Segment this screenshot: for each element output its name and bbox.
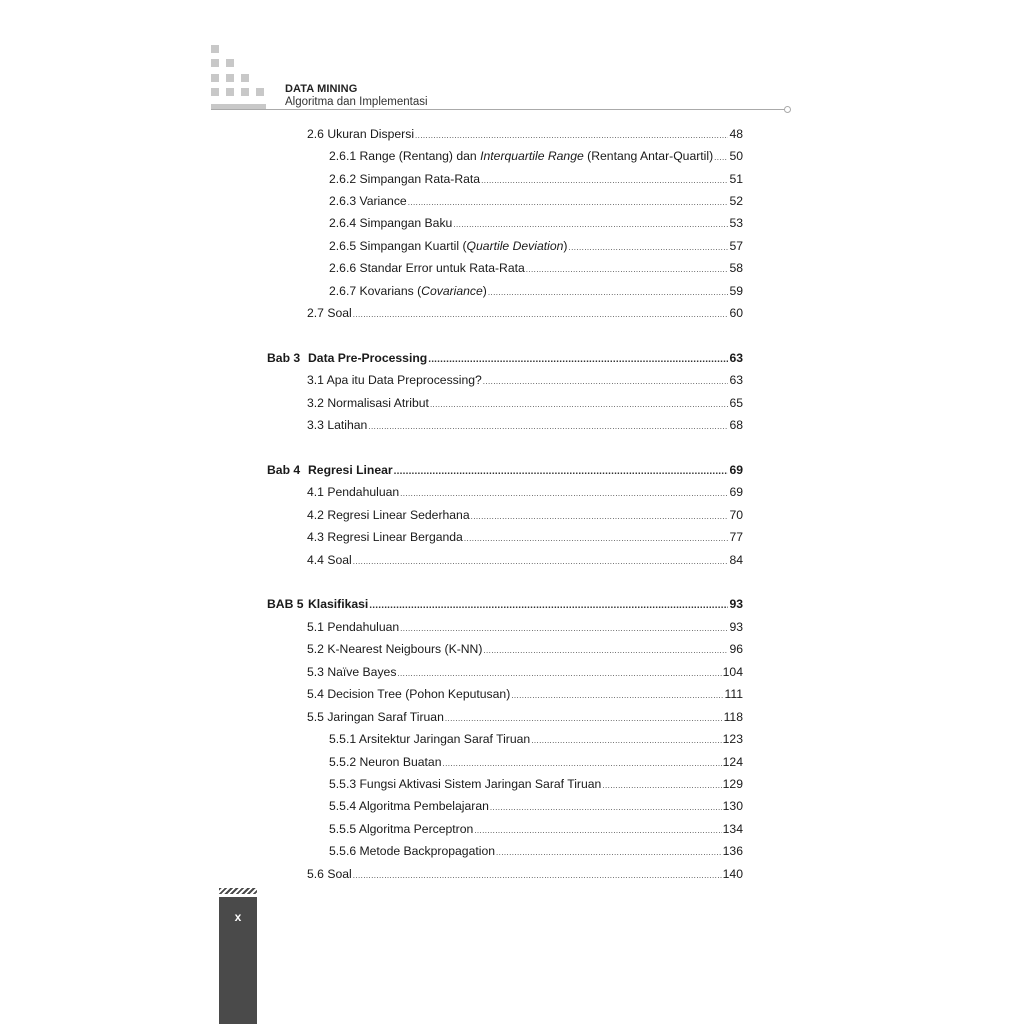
dot-leader (453, 218, 728, 232)
toc-entry-title: 2.7 Soal (307, 306, 352, 320)
dot-leader (445, 712, 723, 726)
toc-entry-row[interactable] (307, 642, 743, 657)
toc-page-number: 129 (722, 777, 743, 791)
toc-entry-title: 5.6 Soal (307, 867, 352, 881)
toc-entry-title: 3.2 Normalisasi Atribut (307, 396, 429, 410)
toc-page-number: 77 (729, 530, 743, 544)
toc-entry-row[interactable] (329, 149, 743, 164)
toc-page-number: 51 (729, 172, 743, 186)
chapter-number: Bab 4 (267, 463, 301, 477)
toc-entry-row[interactable] (307, 418, 743, 433)
toc-page-number: 59 (729, 284, 743, 298)
toc-page-number: 53 (729, 216, 743, 230)
toc-page-number: 136 (722, 844, 743, 858)
dot-leader (526, 263, 729, 277)
toc-page-number: 50 (729, 149, 743, 163)
dot-leader (602, 779, 721, 793)
dot-leader (442, 757, 721, 771)
dot-leader (474, 824, 721, 838)
dot-leader (397, 667, 721, 681)
toc-entry-title: 5.4 Decision Tree (Pohon Keputusan) (307, 687, 511, 701)
toc-entry-title (329, 284, 487, 298)
toc-page-number: 69 (729, 485, 743, 499)
dot-leader (353, 308, 729, 322)
toc-page-number: 124 (722, 755, 743, 769)
toc-entry-title: 5.5.3 Fungsi Aktivasi Sistem Jaringan Saraf Tiruan (329, 777, 602, 791)
toc-title-part: 2.6.1 Range (Rentang) dan (329, 149, 481, 163)
toc-title-part: Quartile Deviation (466, 239, 564, 253)
toc-page-number: 111 (724, 687, 743, 701)
chapter-title: Data Pre-Processing (308, 351, 428, 365)
book-subtitle: Algoritma dan Implementasi (285, 96, 428, 108)
toc-page-number: 65 (729, 396, 743, 410)
chapter-number: BAB 5 (267, 597, 304, 611)
toc-entry-title: 5.5.1 Arsitektur Jaringan Saraf Tiruan (329, 732, 531, 746)
toc-entry-row[interactable] (307, 553, 743, 568)
toc-page-number: 104 (722, 665, 743, 679)
toc-entry-row[interactable] (307, 485, 743, 500)
toc-chapter-row[interactable] (267, 351, 743, 366)
dot-leader (368, 420, 728, 434)
toc-entry-row[interactable] (307, 867, 743, 882)
toc-entry-row[interactable] (307, 508, 743, 523)
toc-title-part: Covariance (421, 284, 483, 298)
chapter-number: Bab 3 (267, 351, 301, 365)
page-tab-stripe (219, 888, 257, 894)
toc-page-number: 63 (729, 373, 743, 387)
dot-leader (408, 196, 729, 210)
toc-entry-title: 3.1 Apa itu Data Preprocessing? (307, 373, 482, 387)
toc-chapter-row[interactable] (267, 597, 743, 612)
toc-entry-title (267, 351, 427, 365)
dot-leader (400, 622, 728, 636)
chapter-title: Regresi Linear (308, 463, 393, 477)
toc-entry-row[interactable] (329, 194, 743, 209)
toc-entry-title: 3.3 Latihan (307, 418, 368, 432)
dot-leader (415, 129, 728, 143)
dot-leader (490, 801, 722, 815)
toc-entry-title: 2.6 Ukuran Dispersi (307, 127, 415, 141)
toc-page-number: 96 (729, 642, 743, 656)
book-title: DATA MINING (285, 83, 358, 95)
toc-entry-title: 2.6.4 Simpangan Baku (329, 216, 453, 230)
dot-leader (428, 353, 728, 367)
toc-page-number: 70 (729, 508, 743, 522)
toc-entry-row[interactable] (329, 755, 743, 770)
toc-page-number: 140 (722, 867, 743, 881)
toc-page-number: 57 (729, 239, 743, 253)
toc-entry-row[interactable] (307, 687, 743, 702)
dot-leader (471, 510, 729, 524)
toc-entry-row[interactable] (329, 216, 743, 231)
toc-entry-title: 5.5.4 Algoritma Pembelajaran (329, 799, 489, 813)
toc-entry-title: 5.2 K-Nearest Neigbours (K-NN) (307, 642, 483, 656)
toc-entry-row[interactable] (329, 172, 743, 187)
toc-entry-row[interactable] (329, 844, 743, 859)
toc-entry-title (267, 597, 368, 611)
toc-entry-title: 2.6.2 Simpangan Rata-Rata (329, 172, 481, 186)
toc-title-part: 2.6.7 Kovarians ( (329, 284, 422, 298)
dot-leader (496, 846, 722, 860)
toc-entry-title: 5.5.5 Algoritma Perceptron (329, 822, 474, 836)
toc-entry-title: 4.2 Regresi Linear Sederhana (307, 508, 470, 522)
dot-leader (353, 555, 729, 569)
dot-leader (464, 532, 729, 546)
toc-entry-title: 5.5 Jaringan Saraf Tiruan (307, 710, 444, 724)
dot-leader (714, 151, 728, 165)
toc-entry-row[interactable] (307, 620, 743, 635)
toc-entry-title: 4.1 Pendahuluan (307, 485, 400, 499)
toc-entry-title: 5.5.2 Neuron Buatan (329, 755, 442, 769)
toc-page-number: 123 (722, 732, 743, 746)
toc-entry-title: 4.4 Soal (307, 553, 352, 567)
toc-page-number: 58 (729, 261, 743, 275)
toc-page-number: 134 (722, 822, 743, 836)
toc-entry-title: 5.5.6 Metode Backpropagation (329, 844, 496, 858)
toc-entry-title: 5.3 Naïve Bayes (307, 665, 397, 679)
chapter-title: Klasifikasi (308, 597, 369, 611)
toc-entry-title (329, 149, 713, 163)
toc-page-number: 60 (729, 306, 743, 320)
toc-page-number: 118 (723, 710, 743, 724)
toc-chapter-row[interactable] (267, 463, 743, 478)
toc-page-number: 69 (729, 463, 743, 477)
dot-leader (400, 487, 728, 501)
page-number: x (234, 910, 242, 924)
toc-page-number: 52 (729, 194, 743, 208)
toc-entry-row[interactable] (307, 306, 743, 321)
toc-title-part: 2.6.5 Simpangan Kuartil ( (329, 239, 467, 253)
toc-entry-row[interactable] (329, 261, 743, 276)
dot-leader (531, 734, 721, 748)
toc-entry-row[interactable] (329, 732, 743, 747)
toc-entry-title: 5.1 Pendahuluan (307, 620, 400, 634)
toc-page-number: 84 (729, 553, 743, 567)
toc-entry-title: 4.3 Regresi Linear Berganda (307, 530, 463, 544)
dot-leader (488, 286, 729, 300)
toc-page-number: 93 (729, 620, 743, 634)
toc-entry-row[interactable] (307, 710, 743, 725)
toc-page-number: 93 (729, 597, 743, 611)
toc-title-part: ) (482, 284, 487, 298)
toc-entry-row[interactable] (329, 239, 743, 254)
toc-entry-row[interactable] (307, 530, 743, 545)
toc-page-number: 130 (722, 799, 743, 813)
toc-entry-title: 2.6.3 Variance (329, 194, 407, 208)
toc-entry-row[interactable] (329, 284, 743, 299)
dot-leader (483, 644, 728, 658)
dot-leader (481, 174, 728, 188)
dot-leader (483, 375, 729, 389)
toc-entry-title: 2.6.6 Standar Error untuk Rata-Rata (329, 261, 525, 275)
toc-page-number: 63 (729, 351, 743, 365)
toc-entry-row[interactable] (329, 822, 743, 837)
toc-entry-title (329, 239, 567, 253)
dot-leader (369, 599, 728, 613)
toc-title-part: (Rentang Antar-Quartil) (583, 149, 714, 163)
toc-page-number: 68 (729, 418, 743, 432)
toc-title-part: Interquartile Range (480, 149, 584, 163)
dot-leader (568, 241, 728, 255)
toc-entry-row[interactable] (329, 799, 743, 814)
dot-leader (511, 689, 723, 703)
dot-leader (394, 465, 729, 479)
toc-entry-row[interactable] (307, 396, 743, 411)
dot-leader (353, 869, 722, 883)
toc-page-number: 48 (729, 127, 743, 141)
toc-entry-row[interactable] (307, 373, 743, 388)
dot-leader (430, 398, 729, 412)
toc-title-part: ) (563, 239, 568, 253)
toc-entry-row[interactable] (329, 777, 743, 792)
toc-entry-title (267, 463, 393, 477)
toc-entry-row[interactable] (307, 665, 743, 680)
toc-entry-row[interactable] (307, 127, 743, 142)
